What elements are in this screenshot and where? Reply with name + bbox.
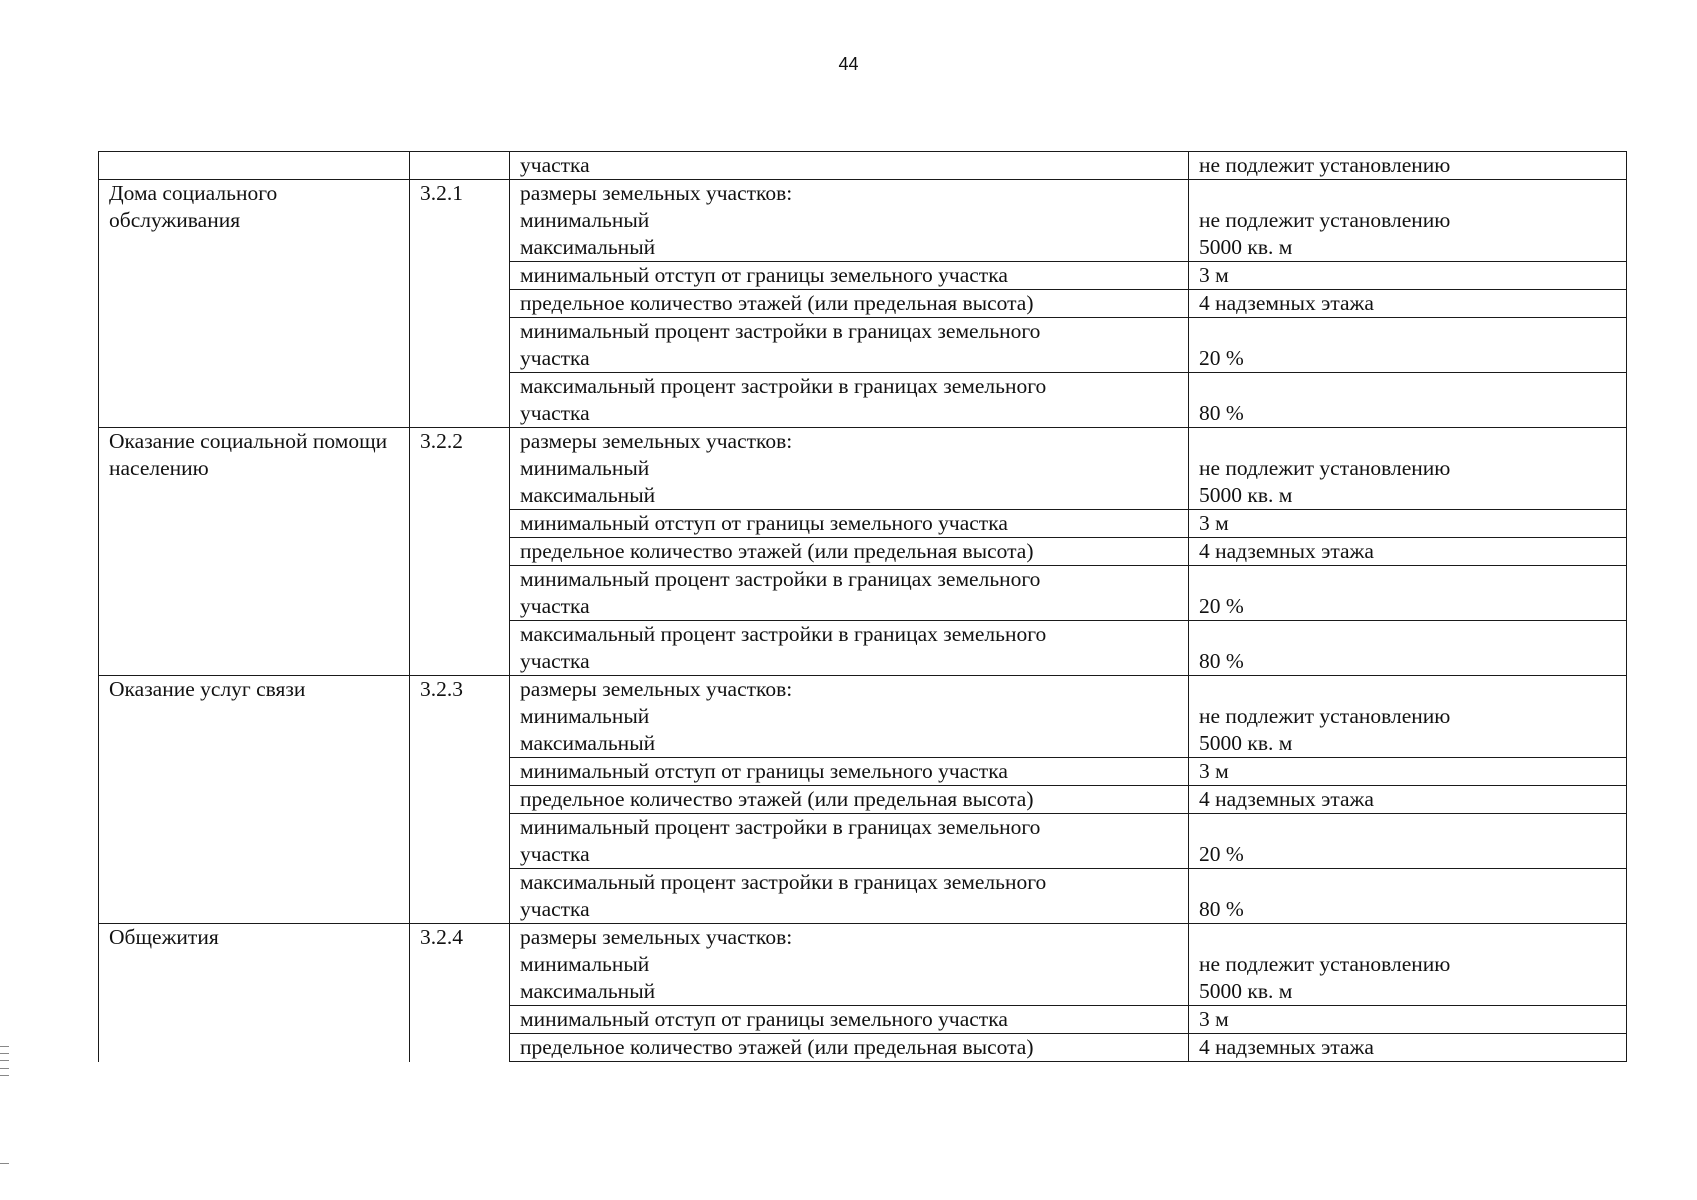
- value-cell: [1189, 290, 1627, 318]
- parameter-line: минимальный: [520, 704, 650, 728]
- value-cell: [1189, 924, 1627, 1006]
- value-line: [1199, 814, 1616, 841]
- value-cell: [1189, 262, 1627, 290]
- value-line: не подлежит установлению: [1199, 952, 1451, 976]
- parameter-line: предельное количество этажей (или предельная высота): [520, 291, 1034, 315]
- parameter-line: размеры земельных участков:: [520, 429, 793, 453]
- parameter-cell: [510, 290, 1189, 318]
- parameter-line: предельное количество этажей (или предельная высота): [520, 539, 1034, 563]
- scan-margin-mark: [0, 1163, 9, 1164]
- parameter-cell: [510, 786, 1189, 814]
- parameter-line: минимальный отступ от границы земельного участка: [520, 1007, 1008, 1031]
- table-row: [99, 676, 1627, 758]
- scan-margin-mark: [0, 1053, 9, 1054]
- parameter-line: минимальный: [520, 208, 650, 232]
- table-row: [99, 924, 1627, 1006]
- parameter-line: максимальный: [520, 235, 656, 259]
- value-cell: [1189, 1006, 1627, 1034]
- value-line: 20 %: [1199, 594, 1244, 618]
- value-cell: [1189, 538, 1627, 566]
- parameter-line: минимальный отступ от границы земельного участка: [520, 759, 1008, 783]
- parameter-line: минимальный процент застройки в границах земельного: [520, 319, 1041, 343]
- value-line: 3 м: [1199, 263, 1229, 287]
- value-line: 5000 кв. м: [1199, 731, 1293, 755]
- value-line: [1199, 621, 1616, 648]
- parameter-line: максимальный процент застройки в границах земельного: [520, 622, 1047, 646]
- value-cell: [1189, 869, 1627, 924]
- land-use-name-cell: Оказание социальной помощи населению: [99, 428, 410, 676]
- table-row: [99, 428, 1627, 510]
- parameter-cell: [510, 814, 1189, 869]
- land-use-code-cell: 3.2.1: [410, 180, 510, 428]
- value-line: 4 надземных этажа: [1199, 1035, 1374, 1059]
- parameter-line: максимальный: [520, 979, 656, 1003]
- page-number: 44: [838, 54, 859, 74]
- land-use-name-cell: Дома социального обслуживания: [99, 180, 410, 428]
- parameter-cell: [510, 538, 1189, 566]
- parameter-line: минимальный: [520, 456, 650, 480]
- parameter-line: максимальный: [520, 731, 656, 755]
- parameter-cell: [510, 621, 1189, 676]
- value-line: не подлежит установлению: [1199, 704, 1451, 728]
- value-cell: [1189, 676, 1627, 758]
- value-line: не подлежит установлению: [1199, 208, 1451, 232]
- land-use-code-cell: 3.2.3: [410, 676, 510, 924]
- parameter-line: размеры земельных участков:: [520, 925, 793, 949]
- table-row: [99, 180, 1627, 262]
- value-cell: [1189, 318, 1627, 373]
- value-cell: [1189, 428, 1627, 510]
- value-line: 3 м: [1199, 511, 1229, 535]
- parameter-line: минимальный: [520, 952, 650, 976]
- value-line: [1199, 428, 1616, 455]
- value-line: 5000 кв. м: [1199, 979, 1293, 1003]
- value-line: 4 надземных этажа: [1199, 291, 1374, 315]
- value-line: 3 м: [1199, 1007, 1229, 1031]
- land-use-name-cell: Оказание услуг связи: [99, 676, 410, 924]
- parameter-line: участка: [520, 153, 590, 177]
- land-use-code-cell: 3.2.2: [410, 428, 510, 676]
- land-use-name-cell: Общежития: [99, 924, 410, 1062]
- parameter-line: максимальный: [520, 483, 656, 507]
- value-line: [1199, 180, 1616, 207]
- value-line: 5000 кв. м: [1199, 483, 1293, 507]
- table-row: [99, 152, 1627, 180]
- value-cell: [1189, 1034, 1627, 1062]
- value-line: [1199, 869, 1616, 896]
- parameter-line: участка: [520, 346, 590, 370]
- parameter-cell: [510, 676, 1189, 758]
- parameter-line: минимальный отступ от границы земельного участка: [520, 511, 1008, 535]
- parameter-line: минимальный процент застройки в границах земельного: [520, 567, 1041, 591]
- value-cell: [1189, 373, 1627, 428]
- land-use-name-cell: [99, 152, 410, 180]
- scan-margin-mark: [0, 1068, 9, 1069]
- value-cell: [1189, 758, 1627, 786]
- value-line: [1199, 566, 1616, 593]
- value-line: [1199, 676, 1616, 703]
- value-line: [1199, 924, 1616, 951]
- parameter-line: предельное количество этажей (или предельная высота): [520, 1035, 1034, 1059]
- parameter-cell: [510, 869, 1189, 924]
- value-line: 80 %: [1199, 401, 1244, 425]
- scan-margin-mark: [0, 1046, 9, 1047]
- value-line: 5000 кв. м: [1199, 235, 1293, 259]
- value-line: не подлежит установлению: [1199, 153, 1451, 177]
- parameter-cell: [510, 1006, 1189, 1034]
- parameter-cell: [510, 428, 1189, 510]
- parameter-cell: [510, 758, 1189, 786]
- value-cell: [1189, 180, 1627, 262]
- value-cell: [1189, 786, 1627, 814]
- parameter-line: участка: [520, 401, 590, 425]
- parameter-cell: [510, 510, 1189, 538]
- table-body: [99, 152, 1627, 1062]
- parameter-line: максимальный процент застройки в границах земельного: [520, 374, 1047, 398]
- value-line: 4 надземных этажа: [1199, 787, 1374, 811]
- value-line: 3 м: [1199, 759, 1229, 783]
- parameter-cell: [510, 318, 1189, 373]
- parameter-line: размеры земельных участков:: [520, 677, 793, 701]
- land-use-parameters-table: [98, 151, 1627, 1062]
- scan-margin-mark: [0, 1075, 9, 1076]
- parameter-line: минимальный процент застройки в границах земельного: [520, 815, 1041, 839]
- value-cell: [1189, 814, 1627, 869]
- parameter-line: предельное количество этажей (или предельная высота): [520, 787, 1034, 811]
- parameter-cell: [510, 152, 1189, 180]
- parameter-cell: [510, 262, 1189, 290]
- land-use-code-cell: [410, 152, 510, 180]
- parameter-cell: [510, 924, 1189, 1006]
- scan-margin-mark: [0, 1060, 9, 1061]
- parameter-line: минимальный отступ от границы земельного участка: [520, 263, 1008, 287]
- value-line: 80 %: [1199, 897, 1244, 921]
- value-cell: [1189, 566, 1627, 621]
- value-line: 20 %: [1199, 842, 1244, 866]
- value-cell: [1189, 152, 1627, 180]
- value-line: [1199, 373, 1616, 400]
- land-use-code-cell: 3.2.4: [410, 924, 510, 1062]
- parameter-line: участка: [520, 649, 590, 673]
- value-line: 80 %: [1199, 649, 1244, 673]
- value-line: не подлежит установлению: [1199, 456, 1451, 480]
- parameter-cell: [510, 1034, 1189, 1062]
- parameter-line: участка: [520, 842, 590, 866]
- value-cell: [1189, 621, 1627, 676]
- parameter-line: участка: [520, 897, 590, 921]
- parameter-cell: [510, 180, 1189, 262]
- value-line: 20 %: [1199, 346, 1244, 370]
- parameter-cell: [510, 566, 1189, 621]
- value-line: 4 надземных этажа: [1199, 539, 1374, 563]
- parameter-cell: [510, 373, 1189, 428]
- value-line: [1199, 318, 1616, 345]
- value-cell: [1189, 510, 1627, 538]
- parameter-line: максимальный процент застройки в границах земельного: [520, 870, 1047, 894]
- parameter-line: участка: [520, 594, 590, 618]
- parameter-line: размеры земельных участков:: [520, 181, 793, 205]
